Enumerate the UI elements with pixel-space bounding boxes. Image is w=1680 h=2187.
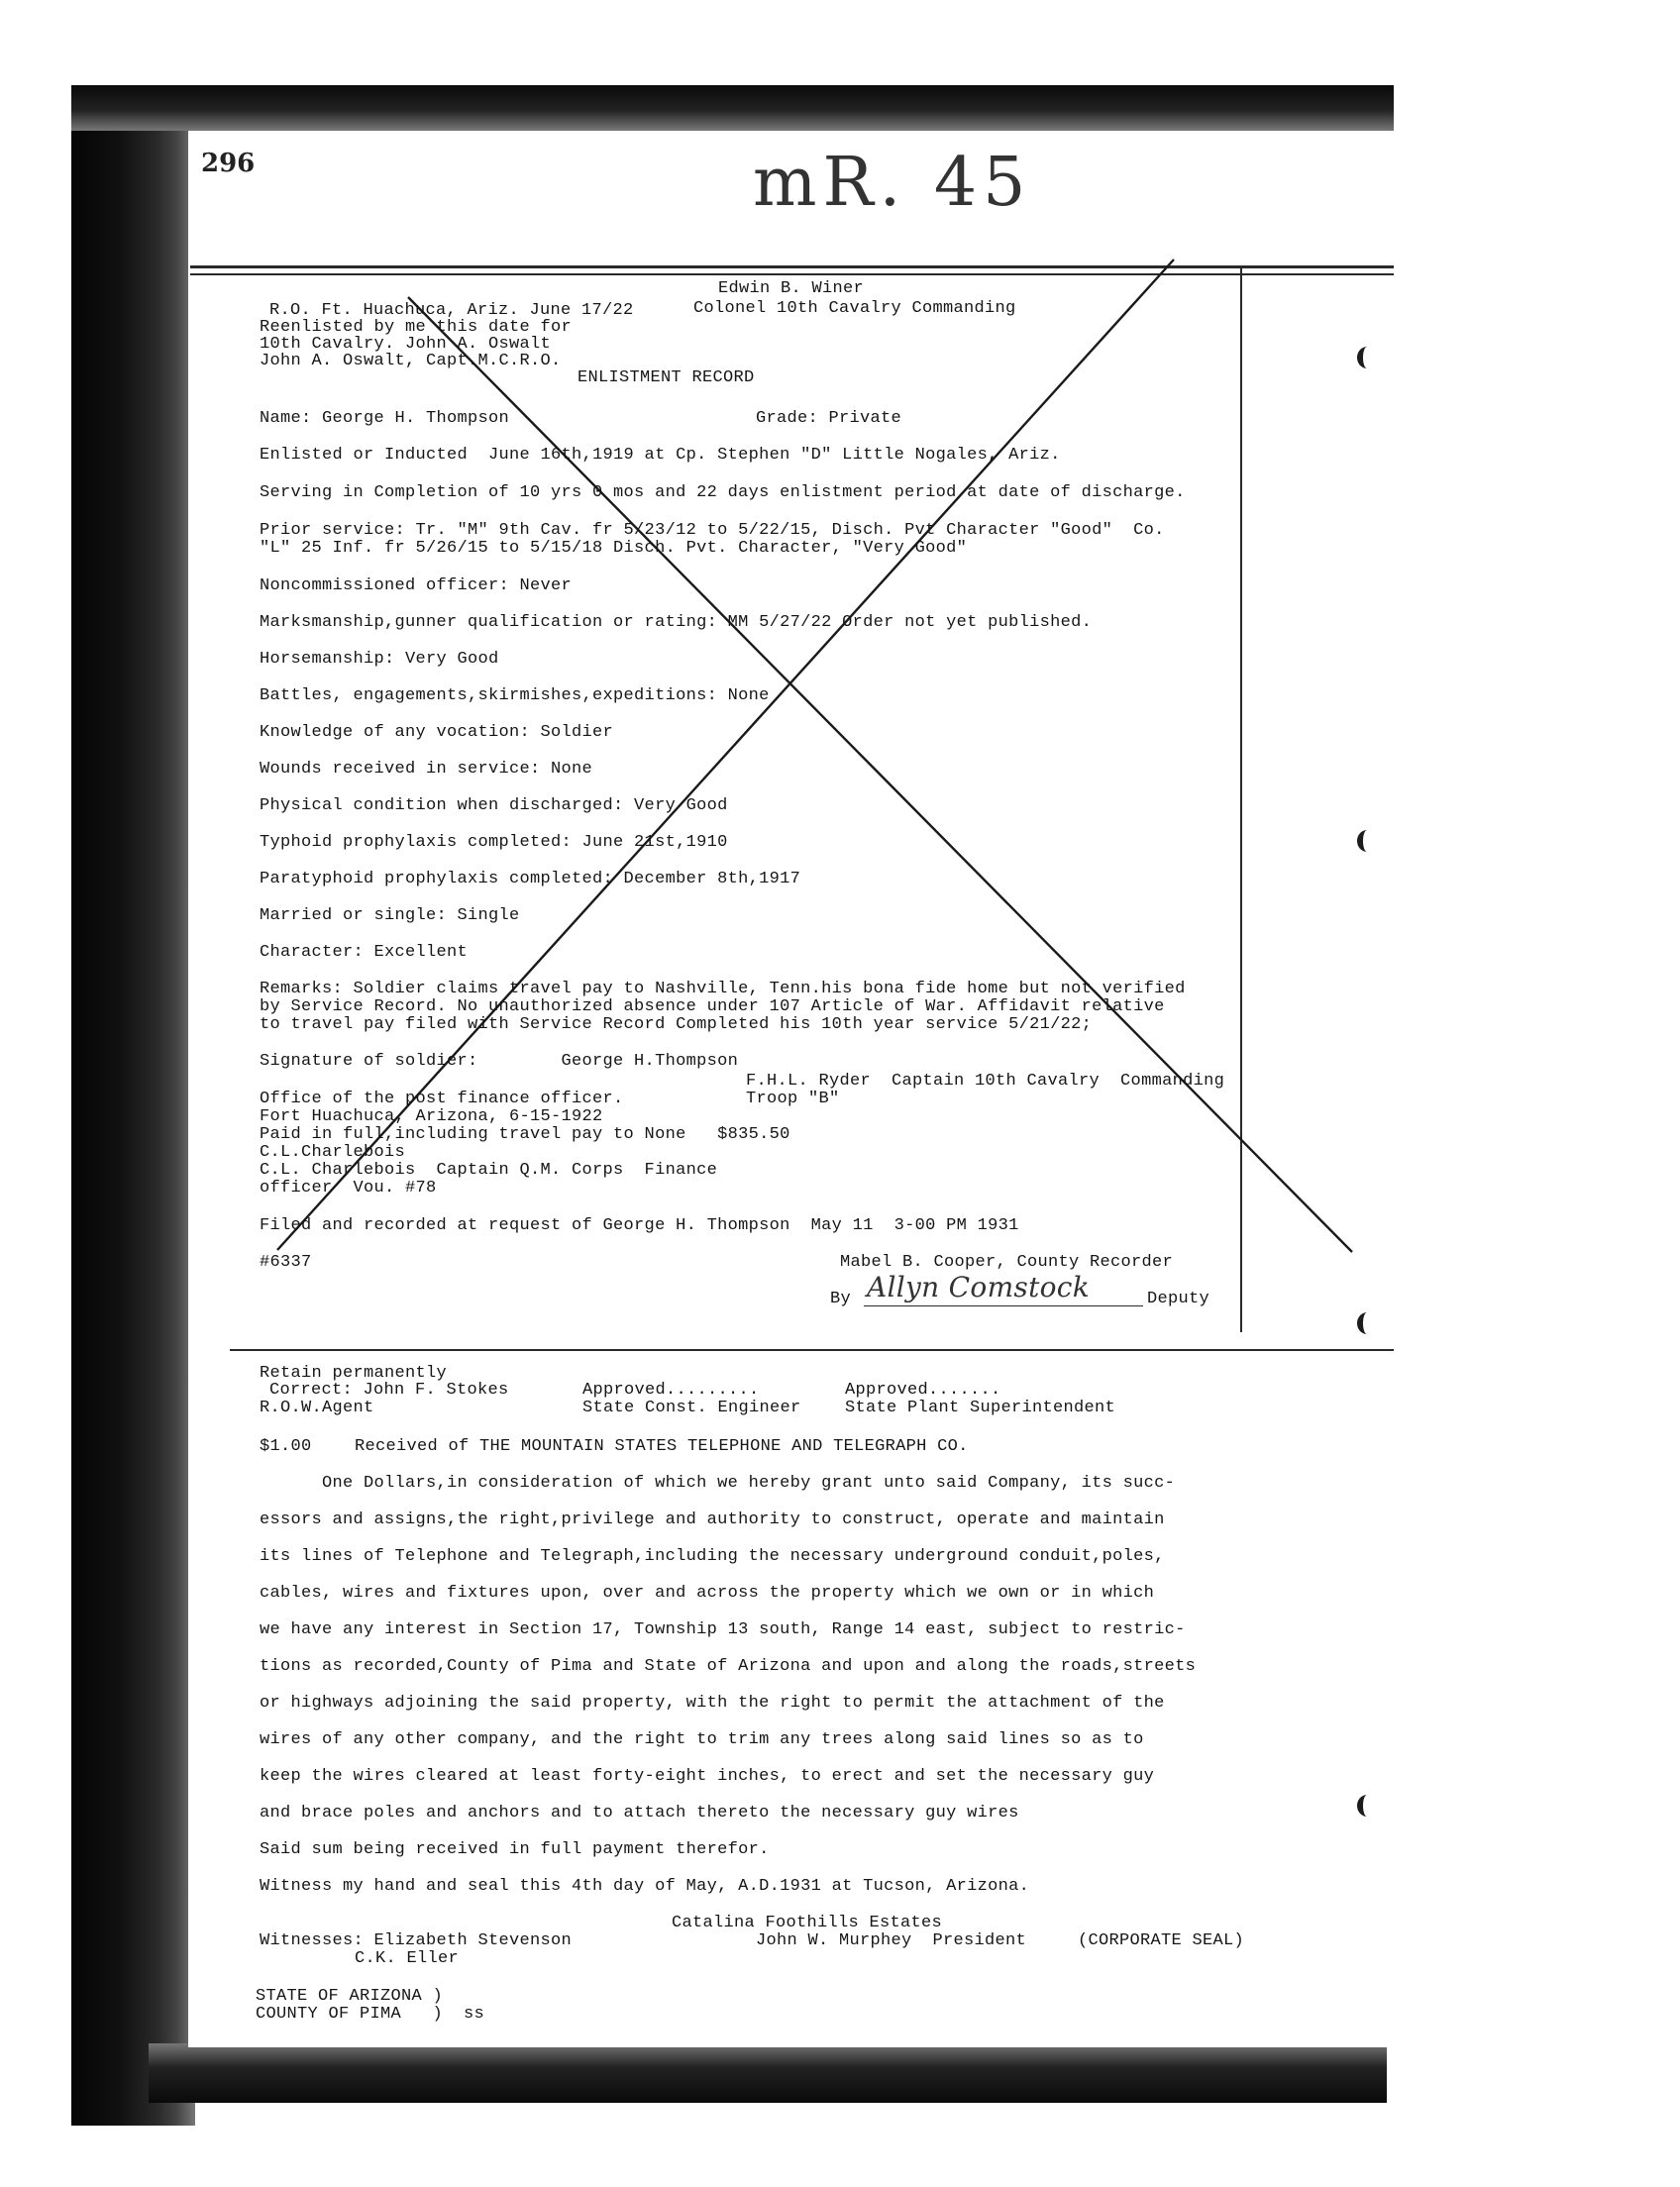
easement-body-line: Witness my hand and seal this 4th day of May, A.D.1931 at Tucson, Arizona. <box>260 1877 1030 1896</box>
finance-line-4: C.L.Charlebois <box>260 1143 406 1162</box>
easement-body-line: Said sum being received in full payment therefor. <box>260 1840 770 1859</box>
battles-line: Battles, engagements,skirmishes,expeditions: None <box>260 686 770 705</box>
finance-line-5: C.L. Charlebois Captain Q.M. Corps Finance <box>260 1161 718 1180</box>
grade-line: Grade: Private <box>756 409 902 428</box>
married-line: Married or single: Single <box>260 906 520 925</box>
state-line: STATE OF ARIZONA ) <box>256 1987 444 2006</box>
name-line: Name: George H. Thompson <box>260 409 510 428</box>
character-line: Character: Excellent <box>260 943 469 962</box>
binder-hole-mark <box>1357 1795 1377 1817</box>
easement-body-line: we have any interest in Section 17, Township 13 south, Range 14 east, subject to restric- <box>260 1620 1186 1639</box>
document-number: #6337 <box>260 1253 312 1272</box>
commander-name: Edwin B. Winer <box>718 279 865 298</box>
ryder-line-2: Troop "B" <box>746 1090 840 1108</box>
deputy-by-label: By <box>830 1290 852 1308</box>
remarks-line-1: Remarks: Soldier claims travel pay to Nashville, Tenn.his bona fide home but not verified <box>260 980 1186 998</box>
easement-body-line: its lines of Telephone and Telegraph,including the necessary underground conduit,poles, <box>260 1547 1165 1566</box>
remarks-line-3: to travel pay filed with Service Record Completed his 10th year service 5/21/22; <box>260 1015 1093 1034</box>
president-line: John W. Murphey President <box>756 1931 1027 1950</box>
approved-line-2: Approved....... <box>845 1381 1001 1400</box>
amount: $1.00 <box>260 1437 312 1456</box>
finance-line-6: officer Vou. #78 <box>260 1179 437 1198</box>
horsemanship-line: Horsemanship: Very Good <box>260 650 499 669</box>
easement-body-line: essors and assigns,the right,privilege and authority to construct, operate and maintain <box>260 1510 1165 1529</box>
deputy-signature-rule <box>864 1305 1143 1306</box>
easement-body-line: or highways adjoining the said property, with the right to permit the attachment of the <box>260 1694 1165 1713</box>
remarks-line-2: by Service Record. No unauthorized absence under 107 Article of War. Affidavit relative <box>260 997 1165 1016</box>
wounds-line: Wounds received in service: None <box>260 760 593 779</box>
deputy-title: Deputy <box>1147 1290 1210 1308</box>
ryder-line-1: F.H.L. Ryder Captain 10th Cavalry Commanding <box>746 1072 1225 1091</box>
easement-body-line: and brace poles and anchors and to attach thereto the necessary guy wires <box>260 1804 1019 1822</box>
page-number: 296 <box>201 149 256 178</box>
county-recorder-line: Mabel B. Cooper, County Recorder <box>840 1253 1174 1272</box>
enlisted-line: Enlisted or Inducted June 16th,1919 at Cp. Stephen "D" Little Nogales, Ariz. <box>260 446 1061 465</box>
finance-line-1: Office of the post finance officer. <box>260 1090 624 1108</box>
binder-hole-mark <box>1357 347 1377 368</box>
prior-service-line-2: "L" 25 Inf. fr 5/26/15 to 5/15/18 Disch. Pvt. Character, "Very Good" <box>260 539 968 558</box>
county-line: COUNTY OF PIMA ) ss <box>256 2005 485 2024</box>
handwritten-header: mR. 45 <box>753 144 1032 222</box>
binder-hole-mark <box>1357 1312 1377 1334</box>
deputy-signature: Allyn Comstock <box>867 1271 1091 1303</box>
corporate-seal-label: (CORPORATE SEAL) <box>1078 1931 1245 1950</box>
knowledge-line: Knowledge of any vocation: Soldier <box>260 723 614 742</box>
finance-line-2: Fort Huachuca, Arizona, 6-15-1922 <box>260 1107 603 1126</box>
prior-service-line-1: Prior service: Tr. "M" 9th Cav. fr 5/23/12 to 5/22/15, Disch. Pvt Character "Good" Co. <box>260 521 1165 540</box>
agent-line: R.O.W.Agent <box>260 1399 374 1417</box>
serving-line: Serving in Completion of 10 yrs 0 mos and 22 days enlistment period at date of discharge. <box>260 483 1186 502</box>
easement-body-line: cables, wires and fixtures upon, over and across the property which we own or in which <box>260 1584 1155 1603</box>
received-line: Received of THE MOUNTAIN STATES TELEPHONE AND TELEGRAPH CO. <box>355 1437 969 1456</box>
easement-body-line: tions as recorded,County of Pima and State of Arizona and upon and along the roads,streets <box>260 1657 1197 1676</box>
soldier-signature-line: Signature of soldier: George H.Thompson <box>260 1052 739 1071</box>
easement-body-line: wires of any other company, and the right to trim any trees along said lines so as to <box>260 1730 1144 1749</box>
witness-2-line: C.K. Eller <box>355 1949 460 1968</box>
approved-line-1: Approved......... <box>582 1381 760 1400</box>
binder-hole-mark <box>1357 830 1377 852</box>
marksmanship-line: Marksmanship,gunner qualification or rating: MM 5/27/22 Order not yet published. <box>260 613 1093 632</box>
reenlisted-line-2: 10th Cavalry. John A. Oswalt <box>260 335 552 354</box>
paratyphoid-line: Paratyphoid prophylaxis completed: December 8th,1917 <box>260 870 801 888</box>
reenlisted-line-1: Reenlisted by me this date for <box>260 318 573 337</box>
record-title: ENLISTMENT RECORD <box>578 368 755 387</box>
easement-body-line: One Dollars,in consideration of which we hereby grant unto said Company, its succ- <box>260 1474 1176 1493</box>
approved-title-1: State Const. Engineer <box>582 1399 801 1417</box>
estates-line: Catalina Foothills Estates <box>672 1914 943 1932</box>
physical-line: Physical condition when discharged: Very Good <box>260 796 728 815</box>
finance-line-3: Paid in full,including travel pay to None $835.50 <box>260 1125 790 1144</box>
correct-line: Correct: John F. Stokes <box>269 1381 509 1400</box>
location-date: R.O. Ft. Huachuca, Ariz. June 17/22 <box>269 301 634 320</box>
witnesses-line: Witnesses: Elizabeth Stevenson <box>260 1931 573 1950</box>
reenlisted-line-3: John A. Oswalt, Capt.M.C.R.O. <box>260 352 562 370</box>
approved-title-2: State Plant Superintendent <box>845 1399 1116 1417</box>
nco-line: Noncommissioned officer: Never <box>260 576 573 595</box>
retain-line: Retain permanently <box>260 1364 448 1383</box>
typhoid-line: Typhoid prophylaxis completed: June 21st,1910 <box>260 833 728 852</box>
commander-title: Colonel 10th Cavalry Commanding <box>693 299 1016 318</box>
easement-body-line: keep the wires cleared at least forty-eight inches, to erect and set the necessary guy <box>260 1767 1155 1786</box>
filed-recorded-line: Filed and recorded at request of George H. Thompson May 11 3-00 PM 1931 <box>260 1216 1019 1235</box>
